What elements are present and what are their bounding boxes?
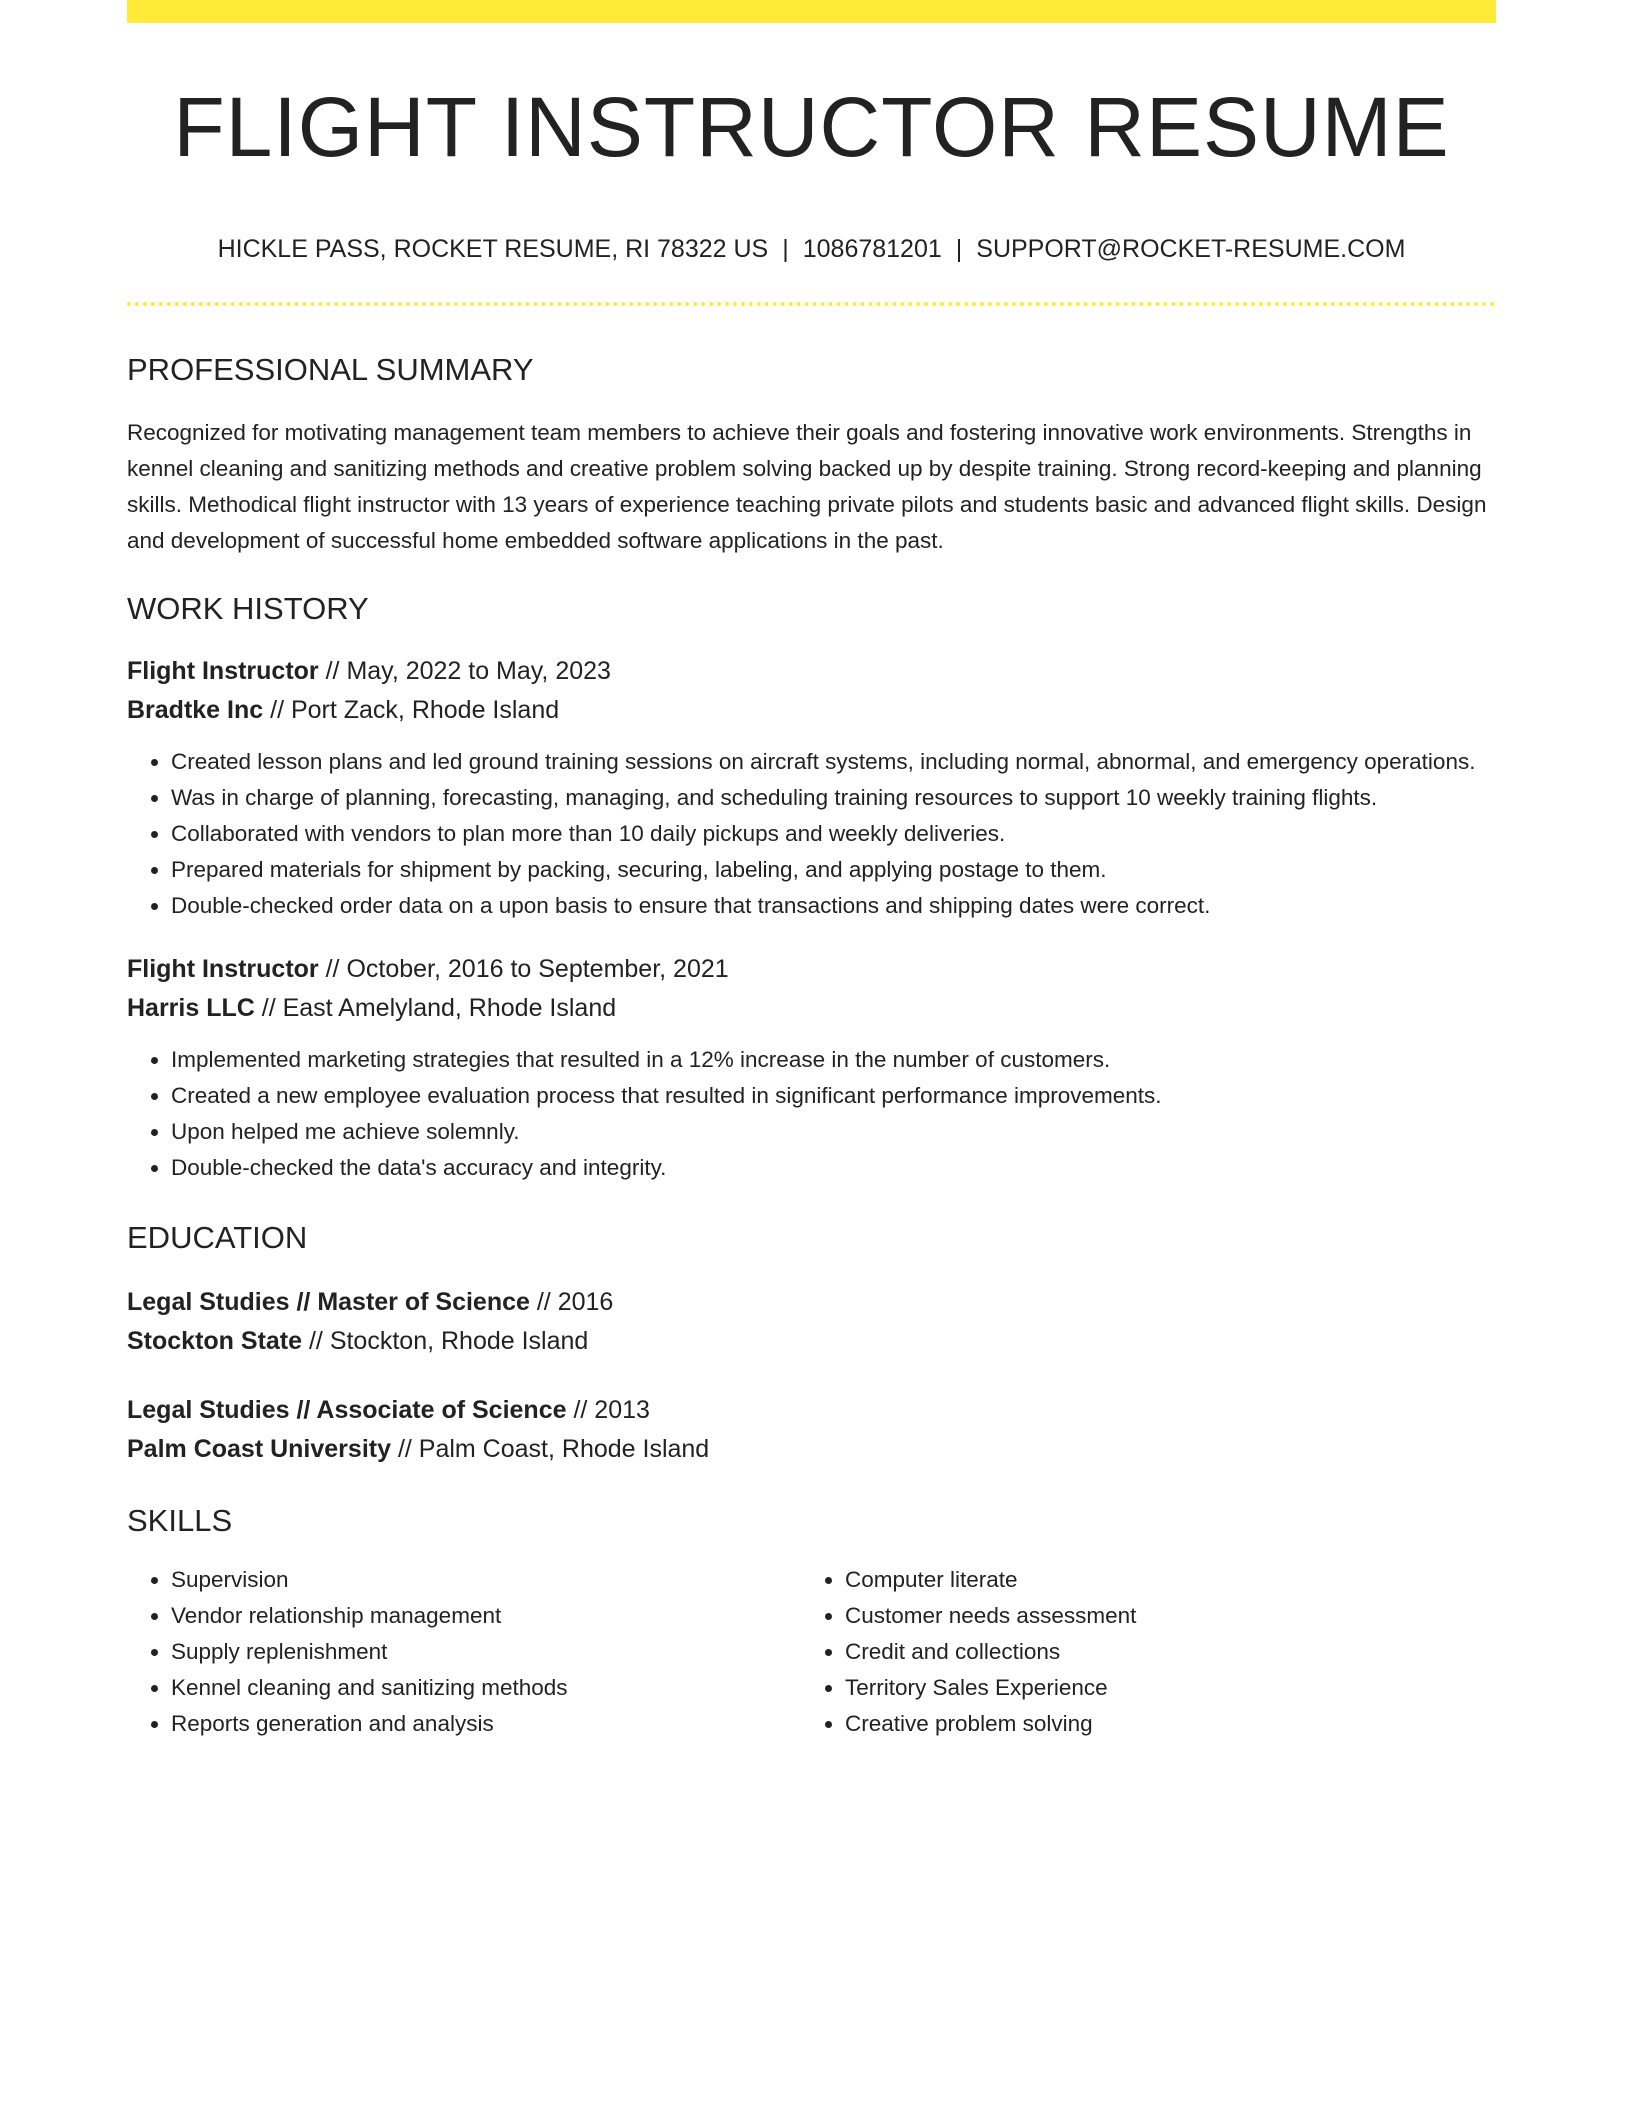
degree: Legal Studies // Associate of Science xyxy=(127,1396,567,1424)
list-item: • Was in charge of planning, forecasting, managing, and scheduling training resources to support 10 weekly training flights. xyxy=(171,780,1496,816)
skills-grid xyxy=(127,1562,1496,1742)
school-location: // Palm Coast, Rhode Island xyxy=(391,1435,710,1463)
school: Palm Coast University xyxy=(127,1435,391,1463)
job-title: Flight Instructor xyxy=(127,955,319,983)
job-company-line xyxy=(127,989,1496,1028)
school-location: // Stockton, Rhode Island xyxy=(302,1327,589,1355)
list-item: • Supply replenishment xyxy=(171,1634,801,1670)
list-item: • Upon helped me achieve solemnly. xyxy=(171,1114,1496,1150)
list-item: • Computer literate xyxy=(845,1562,1475,1598)
job-title: Flight Instructor xyxy=(127,657,319,685)
job-entry xyxy=(127,950,1496,1186)
list-item: • Double-checked the data's accuracy and integrity. xyxy=(171,1150,1496,1186)
degree-year: // 2016 xyxy=(529,1288,614,1316)
job-company-line xyxy=(127,691,1496,730)
education-entry xyxy=(127,1283,1496,1361)
degree-line xyxy=(127,1391,1496,1430)
skills-column-right xyxy=(801,1562,1475,1742)
job-location: // East Amelyland, Rhode Island xyxy=(254,994,617,1022)
school-line xyxy=(127,1430,1496,1469)
resume-page xyxy=(127,0,1496,1742)
education-heading: EDUCATION xyxy=(127,1220,308,1255)
skills-heading: SKILLS xyxy=(127,1503,233,1538)
job-location: // Port Zack, Rhode Island xyxy=(263,696,560,724)
contact-separator: | xyxy=(782,235,789,263)
top-accent-bar xyxy=(127,0,1496,23)
list-item: • Created a new employee evaluation process that resulted in significant performance improvements. xyxy=(171,1078,1496,1114)
list-item: • Customer needs assessment xyxy=(845,1598,1475,1634)
work-history-heading: WORK HISTORY xyxy=(127,591,369,626)
list-item: • Kennel cleaning and sanitizing methods xyxy=(171,1670,801,1706)
list-item: • Credit and collections xyxy=(845,1634,1475,1670)
list-item: • Territory Sales Experience xyxy=(845,1670,1475,1706)
summary-text: Recognized for motivating management team members to achieve their goals and fostering innovative work environments. Strengths in kennel cleaning and sanitizing methods and creative problem solving backed up by despite training. Strong record-keeping and planning skills. Methodical flight instructor with 13 years of experience teaching private pilots and students basic and advanced flight skills. Design and development of successful home embedded software applications in the past. xyxy=(127,420,1487,553)
job-bullets xyxy=(127,744,1496,924)
education-entry xyxy=(127,1391,1496,1469)
header-divider xyxy=(127,302,1496,306)
list-item: • Prepared materials for shipment by packing, securing, labeling, and applying postage to them. xyxy=(171,852,1496,888)
summary-heading: PROFESSIONAL SUMMARY xyxy=(127,352,534,387)
list-item: • Supervision xyxy=(171,1562,801,1598)
list-item: • Reports generation and analysis xyxy=(171,1706,801,1742)
list-item: • Vendor relationship management xyxy=(171,1598,801,1634)
skills-column-left xyxy=(127,1562,801,1742)
job-dates: // May, 2022 to May, 2023 xyxy=(318,657,611,685)
job-company: Harris LLC xyxy=(127,994,255,1022)
contact-line xyxy=(127,237,1496,262)
degree-line xyxy=(127,1283,1496,1322)
list-item: • Collaborated with vendors to plan more than 10 daily pickups and weekly deliveries. xyxy=(171,816,1496,852)
list-item: • Implemented marketing strategies that resulted in a 12% increase in the number of customers. xyxy=(171,1042,1496,1078)
resume-title: FLIGHT INSTRUCTOR RESUME xyxy=(173,80,1450,174)
job-dates: // October, 2016 to September, 2021 xyxy=(318,955,729,983)
list-item: • Created lesson plans and led ground training sessions on aircraft systems, including normal, abnormal, and emergency operations. xyxy=(171,744,1496,780)
job-company: Bradtke Inc xyxy=(127,696,264,724)
contact-separator: | xyxy=(955,235,963,263)
contact-email: SUPPORT@ROCKET-RESUME.COM xyxy=(976,235,1406,263)
school-line xyxy=(127,1322,1496,1361)
job-bullets xyxy=(127,1042,1496,1186)
contact-address: HICKLE PASS, ROCKET RESUME, RI 78322 US xyxy=(217,235,769,263)
job-title-line xyxy=(127,652,1496,691)
degree: Legal Studies // Master of Science xyxy=(127,1288,530,1316)
job-entry xyxy=(127,652,1496,924)
list-item: • Double-checked order data on a upon basis to ensure that transactions and shipping dates were correct. xyxy=(171,888,1496,924)
school: Stockton State xyxy=(127,1327,303,1355)
list-item: • Creative problem solving xyxy=(845,1706,1475,1742)
degree-year: // 2013 xyxy=(566,1396,650,1424)
contact-phone: 1086781201 xyxy=(802,235,942,263)
job-title-line xyxy=(127,950,1496,989)
